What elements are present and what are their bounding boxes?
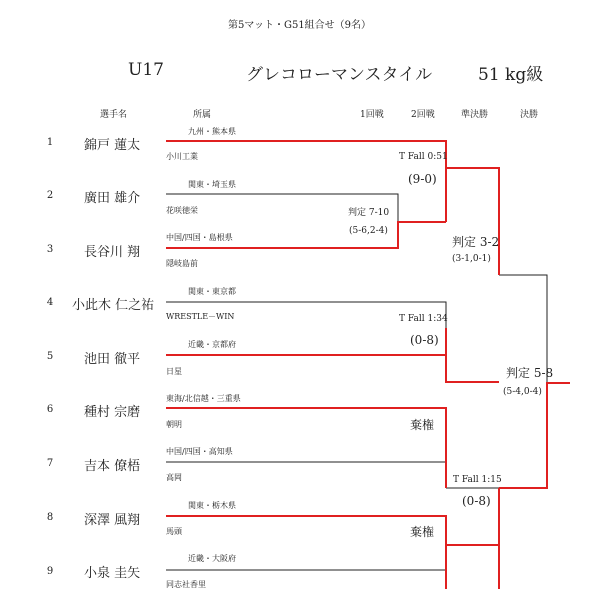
- entry-name: 池田 徹平: [84, 352, 141, 367]
- result-sf-bottom-score: (0-8): [462, 494, 491, 508]
- result-r1-2v3-score: (5-6,2-4): [349, 226, 388, 236]
- result-r1-2v3-decision: 判定 7-10: [348, 208, 390, 218]
- result-final-decision: 判定 5-8: [506, 366, 554, 380]
- entry-region: 近畿・京都府: [188, 340, 236, 349]
- entry-region: 関東・東京都: [188, 287, 236, 296]
- entry-club: 小川工業: [166, 152, 198, 161]
- bracket-winner-line: [166, 408, 446, 437]
- page-title: 第5マット・G51組合せ（9名）: [228, 20, 372, 31]
- result-r2-1-decision: T Fall 0:51: [399, 152, 448, 162]
- entry-name: 廣田 雄介: [84, 191, 141, 206]
- entry-region: 関東・栃木県: [188, 501, 236, 510]
- result-sf-top-decision: 判定 3-2: [452, 235, 500, 249]
- col-round1: 1回戦: [360, 110, 384, 120]
- entry-number: 6: [46, 404, 54, 415]
- col-semifinal: 準決勝: [461, 110, 489, 120]
- entry-number: 8: [46, 512, 54, 523]
- entry-number: 5: [46, 351, 54, 362]
- wrestling-style: グレコローマンスタイル: [246, 65, 433, 85]
- entry-club: 花咲徳栄: [166, 206, 198, 215]
- entry-region: 九州・熊本県: [188, 127, 236, 136]
- result-r2-1-score: (9-0): [408, 172, 437, 186]
- result-r2-4v5-decision: T Fall 1:34: [399, 314, 448, 324]
- weight-class: 51 kg級: [478, 65, 544, 85]
- entry-club: 高岡: [166, 473, 182, 482]
- entry-number: 1: [46, 137, 54, 148]
- result-sf-top-score: (3-1,0-1): [452, 254, 491, 264]
- entry-region: 中国/四国・島根県: [166, 233, 233, 242]
- entry-name: 長谷川 翔: [84, 245, 141, 260]
- result-final-score: (5-4,0-4): [503, 387, 542, 397]
- bracket-winner-line: [166, 516, 446, 589]
- bracket-winner-line: [166, 222, 446, 248]
- entry-number: 2: [46, 190, 54, 201]
- entry-number: 4: [46, 297, 54, 308]
- entry-club: 日星: [166, 367, 182, 376]
- bracket-line: [166, 437, 446, 462]
- entry-club: 同志社香里: [166, 580, 206, 589]
- age-category: U17: [128, 60, 164, 80]
- entry-name: 小泉 圭矢: [84, 566, 141, 581]
- result-r2-4v5-score: (0-8): [410, 333, 439, 347]
- col-player: 選手名: [100, 110, 128, 120]
- result-r2-8v9-forfeit: 棄権: [410, 525, 435, 539]
- entry-club: WRESTLE－WIN: [166, 312, 235, 321]
- entry-region: 近畿・大阪府: [188, 554, 236, 563]
- col-round2: 2回戦: [411, 110, 435, 120]
- entry-name: 小此木 仁之祐: [72, 298, 155, 313]
- bracket-winner-line: [166, 328, 499, 382]
- entry-club: 朝明: [166, 420, 182, 429]
- entry-club: 馬頭: [166, 527, 182, 536]
- entry-region: 関東・埼玉県: [188, 180, 236, 189]
- col-affiliation: 所属: [193, 110, 212, 120]
- entry-number: 9: [46, 566, 54, 577]
- entry-number: 7: [46, 458, 54, 469]
- entry-region: 東海/北信越・三重県: [166, 394, 241, 403]
- result-sf-bottom-decision: T Fall 1:15: [453, 475, 502, 485]
- bracket-line: [166, 545, 446, 570]
- entry-region: 中国/四国・高知県: [166, 447, 233, 456]
- entry-name: 錦戸 蓮太: [84, 138, 141, 153]
- entry-name: 吉本 僚梧: [84, 459, 141, 474]
- col-final: 決勝: [520, 110, 539, 120]
- bracket-winner-line: [499, 383, 570, 488]
- result-r2-6v7-forfeit: 棄権: [410, 418, 435, 432]
- entry-name: 深澤 風翔: [84, 513, 141, 528]
- entry-number: 3: [46, 244, 54, 255]
- entry-club: 隠岐島前: [166, 259, 198, 268]
- entry-name: 種村 宗磨: [84, 405, 141, 420]
